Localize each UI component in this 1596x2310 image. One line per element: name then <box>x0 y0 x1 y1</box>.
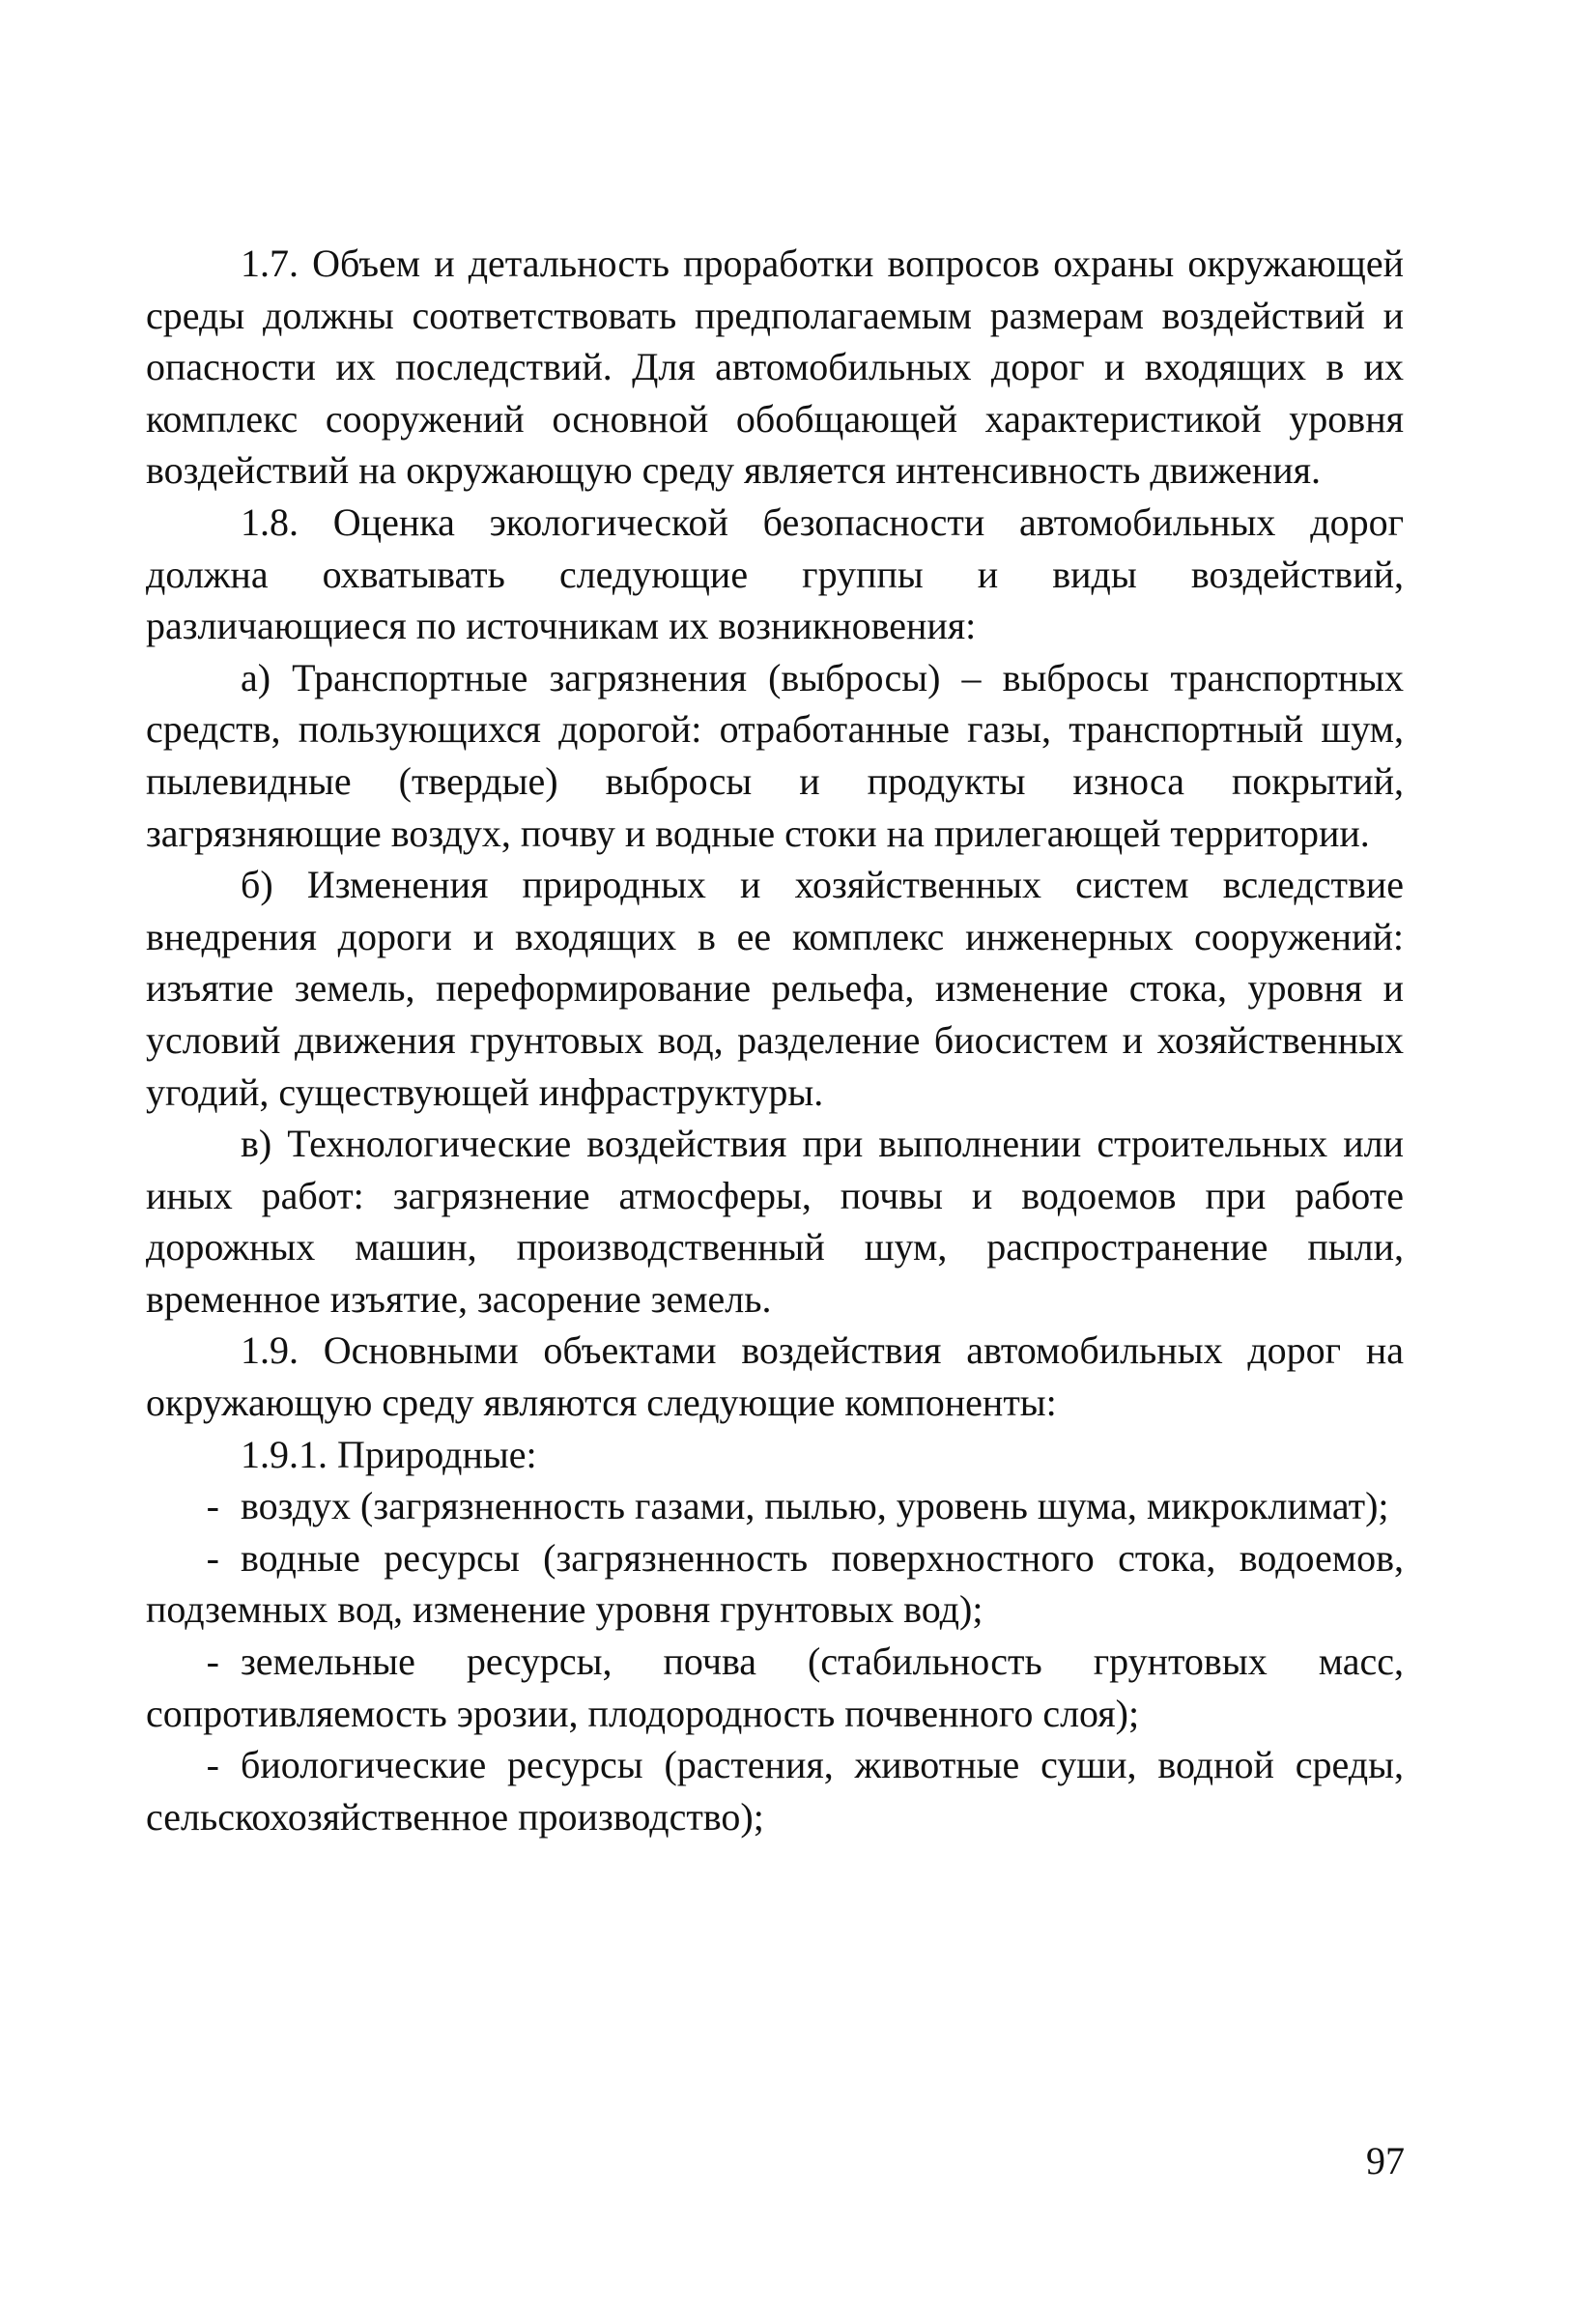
list-item <box>146 1636 1404 1739</box>
list-dash: - <box>206 1535 219 1580</box>
paragraph-1-8-b: б) Изменения природных и хозяйственных систем вследствие внедрения дороги и входящих в ее комплекс инженерных сооружений: изъятие земель, переформирование рельефа, изменение стока, уровня и условий движения грунтовых вод, разделение биосистем и хозяйственных угодий, существующей инфраструктуры. <box>146 863 1404 1114</box>
paragraph-1-8-a: а) Транспортные загрязнения (выбросы) – выбросы транспортных средств, пользующихся дорогой: отработанные газы, транспортный шум, пылевидные (твердые) выбросы и продукты износа покрытий, загрязняющие воздух, почву и водные стоки на прилегающей территории. <box>146 655 1404 855</box>
list-item <box>146 1532 1404 1636</box>
list-dash: - <box>206 1743 219 1787</box>
list-item-text: водные ресурсы (загрязненность поверхностного стока, водоемов, подземных вод, изменение уровня грунтовых вод); <box>146 1535 1404 1632</box>
paragraph-1-7: 1.7. Объем и детальность проработки вопросов охраны окружающей среды должны соответствовать предполагаемым размерам воздействий и опасности их последствий. Для автомобильных дорог и входящих в их комплекс сооружений основной обобщающей характеристикой уровня воздействий на окружающую среду является интенсивность движения. <box>146 242 1404 493</box>
body-text <box>146 238 1404 1842</box>
list-item-text: воздух (загрязненность газами, пылью, уровень шума, микроклимат); <box>241 1484 1389 1528</box>
paragraph-1-8-v: в) Технологические воздействия при выполнении строительных или иных работ: загрязнение атмосферы, почвы и водоемов при работе дорожных машин, производственный шум, распространение пыли, временное изъятие, засорение земель. <box>146 1122 1404 1321</box>
paragraph-1-9-1: 1.9.1. Природные: <box>241 1432 537 1476</box>
list-dash: - <box>206 1640 219 1684</box>
list-item-text: биологические ресурсы (растения, животные суши, водной среды, сельскохозяйственное производство); <box>146 1743 1404 1839</box>
list-item <box>146 1480 1404 1532</box>
page-number: 97 <box>1366 2139 1405 2182</box>
list-dash: - <box>206 1484 219 1528</box>
list-item-text: земельные ресурсы, почва (стабильность грунтовых масс, сопротивляемость эрозии, плодородность почвенного слоя); <box>146 1640 1404 1735</box>
list-item <box>146 1739 1404 1842</box>
paragraph-1-8: 1.8. Оценка экологической безопасности автомобильных дорог должна охватывать следующие группы и виды воздействий, различающиеся по источникам их возникновения: <box>146 499 1404 648</box>
paragraph-1-9: 1.9. Основными объектами воздействия автомобильных дорог на окружающую среду являются следующие компоненты: <box>146 1328 1404 1425</box>
